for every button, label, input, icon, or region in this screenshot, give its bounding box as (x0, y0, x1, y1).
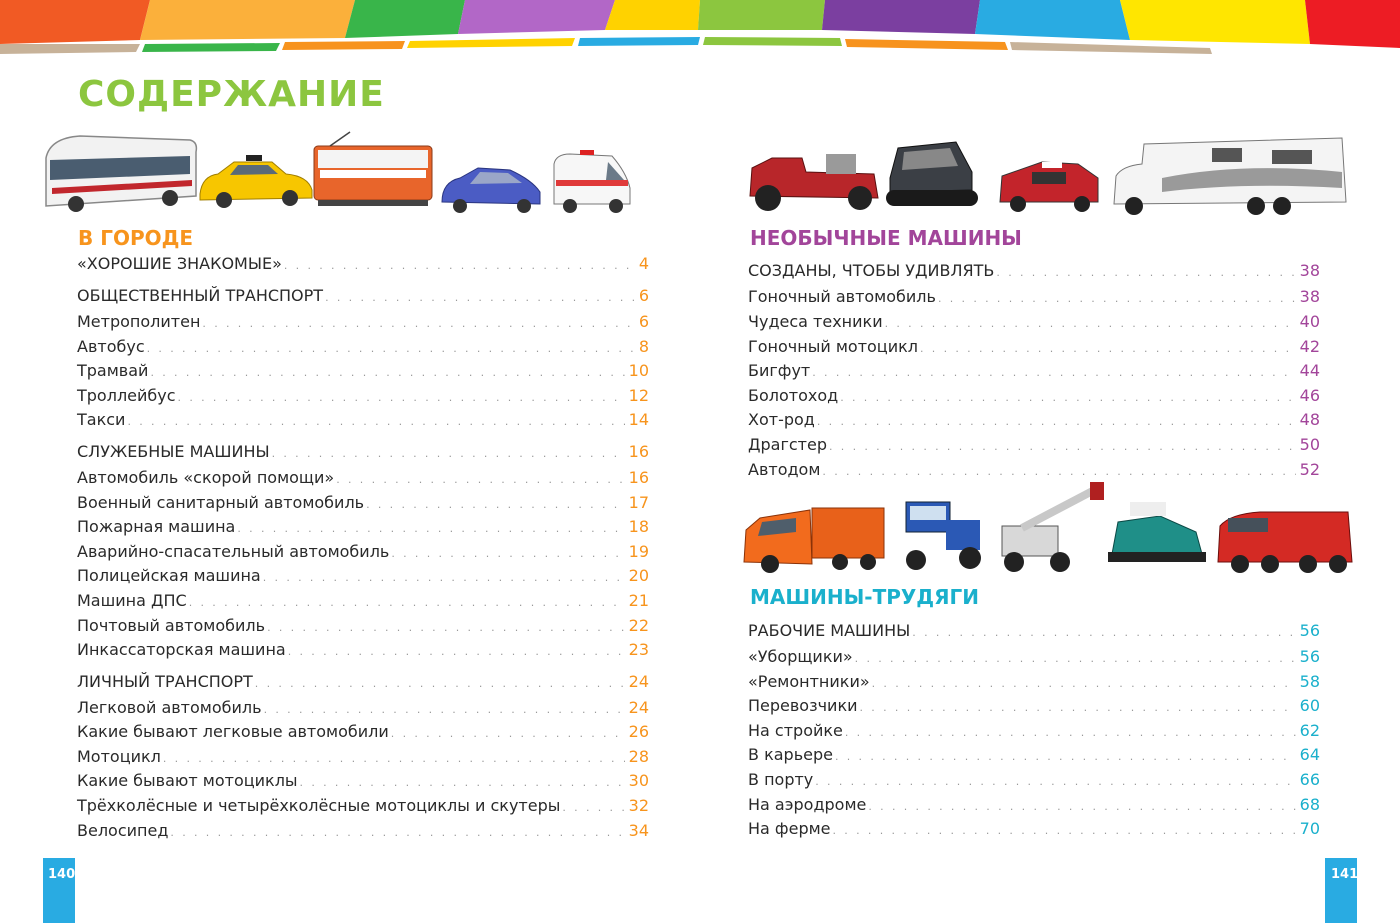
toc-item[interactable]: СЛУЖЕБНЫЕ МАШИНЫ . . . 16 (77, 441, 649, 463)
toc-item[interactable]: Гоночный мотоцикл . . . 42 (748, 336, 1320, 358)
toc-item[interactable]: ОБЩЕСТВЕННЫЙ ТРАНСПОРТ . . . 6 (77, 285, 649, 307)
tram-image (314, 132, 432, 206)
toc-item[interactable]: Болотоход . . . 46 (748, 385, 1320, 407)
toc-item[interactable]: Гоночный автомобиль . . . 38 (748, 286, 1320, 308)
reach-stacker-image (1002, 482, 1104, 572)
toc-item[interactable]: Пожарная машина . . . 18 (77, 516, 649, 538)
asphalt-paver-image (1108, 502, 1206, 562)
toc-item[interactable]: Хот-род . . . 48 (748, 409, 1320, 431)
decorative-color-band (0, 0, 1400, 60)
toc-item[interactable]: Трамвай . . . 10 (77, 360, 649, 382)
toc-item[interactable]: Метрополитен . . . 6 (77, 311, 649, 333)
toc-item[interactable]: В карьере . . . 64 (748, 744, 1320, 766)
toc-item[interactable]: РАБОЧИЕ МАШИНЫ . . . 56 (748, 620, 1320, 642)
ambulance-image (554, 150, 630, 213)
toc-item[interactable]: В порту . . . 66 (748, 769, 1320, 791)
toc-item[interactable]: Инкассаторская машина . . . 23 (77, 639, 649, 661)
hot-rod-image (750, 154, 878, 211)
tracked-vehicle-image (886, 142, 978, 206)
toc-item[interactable]: Бигфут . . . 44 (748, 360, 1320, 382)
toc-item[interactable]: «Уборщики» . . . 56 (748, 646, 1320, 668)
hatchback-car-image (442, 168, 540, 213)
toc-item[interactable]: Полицейская машина . . . 20 (77, 565, 649, 587)
toc-item[interactable]: Трёхколёсные и четырёхколёсные мотоциклы и скутеры . . . 32 (77, 795, 649, 817)
toc-item[interactable]: Автодом . . . 52 (748, 459, 1320, 481)
toc-item[interactable]: На ферме . . . 70 (748, 818, 1320, 840)
toc-item[interactable]: Такси . . . 14 (77, 409, 649, 431)
toc-item[interactable]: Троллейбус . . . 12 (77, 385, 649, 407)
toc-item[interactable]: ЛИЧНЫЙ ТРАНСПОРТ . . . 24 (77, 671, 649, 693)
toc-item[interactable]: Автобус . . . 8 (77, 336, 649, 358)
section-heading-workers: МАШИНЫ-ТРУДЯГИ (750, 585, 980, 609)
truck-image (744, 508, 884, 573)
toc-item[interactable]: Почтовый автомобиль . . . 22 (77, 615, 649, 637)
airport-fire-truck-image (1218, 512, 1352, 573)
race-car-image (1000, 162, 1098, 212)
tractor-image (906, 502, 981, 570)
toc-item[interactable]: Чудеса техники . . . 40 (748, 311, 1320, 333)
toc-item[interactable]: Драгстер . . . 50 (748, 434, 1320, 456)
motorhome-image (1114, 138, 1346, 215)
page-number-right: 141 (1331, 867, 1359, 882)
toc-item[interactable]: «ХОРОШИЕ ЗНАКОМЫЕ» . . . 4 (77, 253, 649, 275)
toc-item[interactable]: На стройке . . . 62 (748, 720, 1320, 742)
bus-image (46, 136, 196, 212)
toc-item[interactable]: На аэродроме . . . 68 (748, 794, 1320, 816)
toc-item[interactable]: Машина ДПС . . . 21 (77, 590, 649, 612)
toc-item[interactable]: Легковой автомобиль . . . 24 (77, 697, 649, 719)
vehicle-photos-unusual (742, 132, 1352, 218)
vehicle-photos-workers (740, 482, 1360, 574)
toc-item[interactable]: Велосипед . . . 34 (77, 820, 649, 842)
toc-item[interactable]: Военный санитарный автомобиль . . . 17 (77, 492, 649, 514)
toc-item[interactable]: Автомобиль «скорой помощи» . . . 16 (77, 467, 649, 489)
taxi-image (200, 155, 312, 208)
toc-item[interactable]: Перевозчики . . . 60 (748, 695, 1320, 717)
page-number-left: 140 (48, 867, 76, 882)
toc-item[interactable]: Какие бывают легковые автомобили . . . 26 (77, 721, 649, 743)
toc-item[interactable]: СОЗДАНЫ, ЧТОБЫ УДИВЛЯТЬ . . . 38 (748, 260, 1320, 282)
toc-item[interactable]: Аварийно-спасательный автомобиль . . . 19 (77, 541, 649, 563)
toc-item[interactable]: Какие бывают мотоциклы . . . 30 (77, 770, 649, 792)
page-title: СОДЕРЖАНИЕ (78, 74, 385, 115)
section-heading-city: В ГОРОДЕ (78, 226, 194, 250)
toc-item[interactable]: «Ремонтники» . . . 58 (748, 671, 1320, 693)
section-heading-unusual: НЕОБЫЧНЫЕ МАШИНЫ (750, 226, 1022, 250)
vehicle-photos-city (40, 128, 640, 216)
toc-item[interactable]: Мотоцикл . . . 28 (77, 746, 649, 768)
